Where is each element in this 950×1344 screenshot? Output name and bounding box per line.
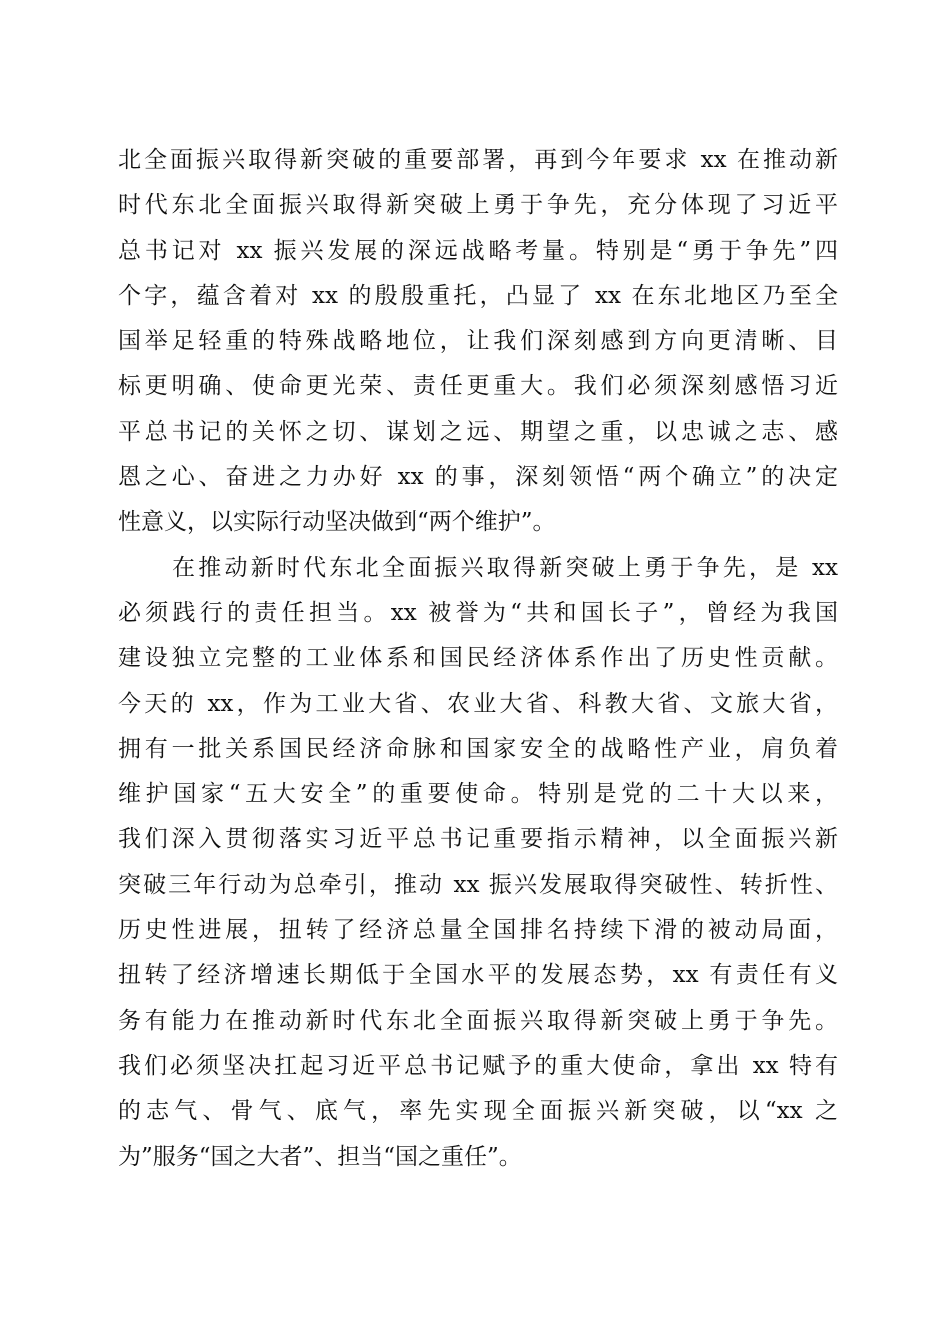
text-line: 扭转了经济增速长期低于全国水平的发展态势，xx 有责任有义	[118, 962, 838, 989]
paragraph-2	[118, 546, 838, 1180]
text-line: 个字，蕴含着对 xx 的殷殷重托，凸显了 xx 在东北地区乃至全	[118, 282, 838, 309]
text-line: 我们必须坚决扛起习近平总书记赋予的重大使命，拿出 xx 特有	[118, 1052, 838, 1079]
text-line: 今天的 xx，作为工业大省、农业大省、科教大省、文旅大省，	[118, 690, 838, 717]
text-line: 务有能力在推动新时代东北全面振兴取得新突破上勇于争先。	[118, 1007, 838, 1034]
text-line: 性意义，以实际行动坚决做到“两个维护”。	[118, 509, 556, 536]
text-line: 时代东北全面振兴取得新突破上勇于争先，充分体现了习近平	[118, 192, 838, 219]
text-line: 为”服务“国之大者”、担当“国之重任”。	[118, 1143, 522, 1170]
text-line: 的志气、骨气、底气，率先实现全面振兴新突破，以“xx 之	[118, 1098, 838, 1125]
text-line: 拥有一批关系国民经济命脉和国家安全的战略性产业，肩负着	[118, 735, 838, 762]
text-line: 总书记对 xx 振兴发展的深远战略考量。特别是“勇于争先”四	[118, 237, 838, 264]
text-line: 恩之心、奋进之力办好 xx 的事，深刻领悟“两个确立”的决定	[118, 464, 838, 491]
text-line: 突破三年行动为总牵引，推动 xx 振兴发展取得突破性、转折性、	[118, 871, 838, 898]
text-line: 国举足轻重的特殊战略地位，让我们深刻感到方向更清晰、目	[118, 328, 838, 355]
text-line: 建设独立完整的工业体系和国民经济体系作出了历史性贡献。	[118, 645, 838, 672]
text-line: 历史性进展，扭转了经济总量全国排名持续下滑的被动局面，	[118, 917, 838, 944]
text-line: 标更明确、使命更光荣、责任更重大。我们必须深刻感悟习近	[118, 373, 838, 400]
document-body	[118, 138, 838, 1180]
paragraph-1	[118, 138, 838, 546]
text-line: 平总书记的关怀之切、谋划之远、期望之重，以忠诚之志、感	[118, 418, 838, 445]
text-line: 在推动新时代东北全面振兴取得新突破上勇于争先，是 xx	[172, 554, 838, 581]
text-line: 必须践行的责任担当。xx 被誉为“共和国长子”，曾经为我国	[118, 599, 838, 626]
text-line: 我们深入贯彻落实习近平总书记重要指示精神，以全面振兴新	[118, 826, 838, 853]
text-line: 北全面振兴取得新突破的重要部署，再到今年要求 xx 在推动新	[118, 147, 838, 173]
text-line: 维护国家“五大安全”的重要使命。特别是党的二十大以来，	[118, 781, 838, 808]
